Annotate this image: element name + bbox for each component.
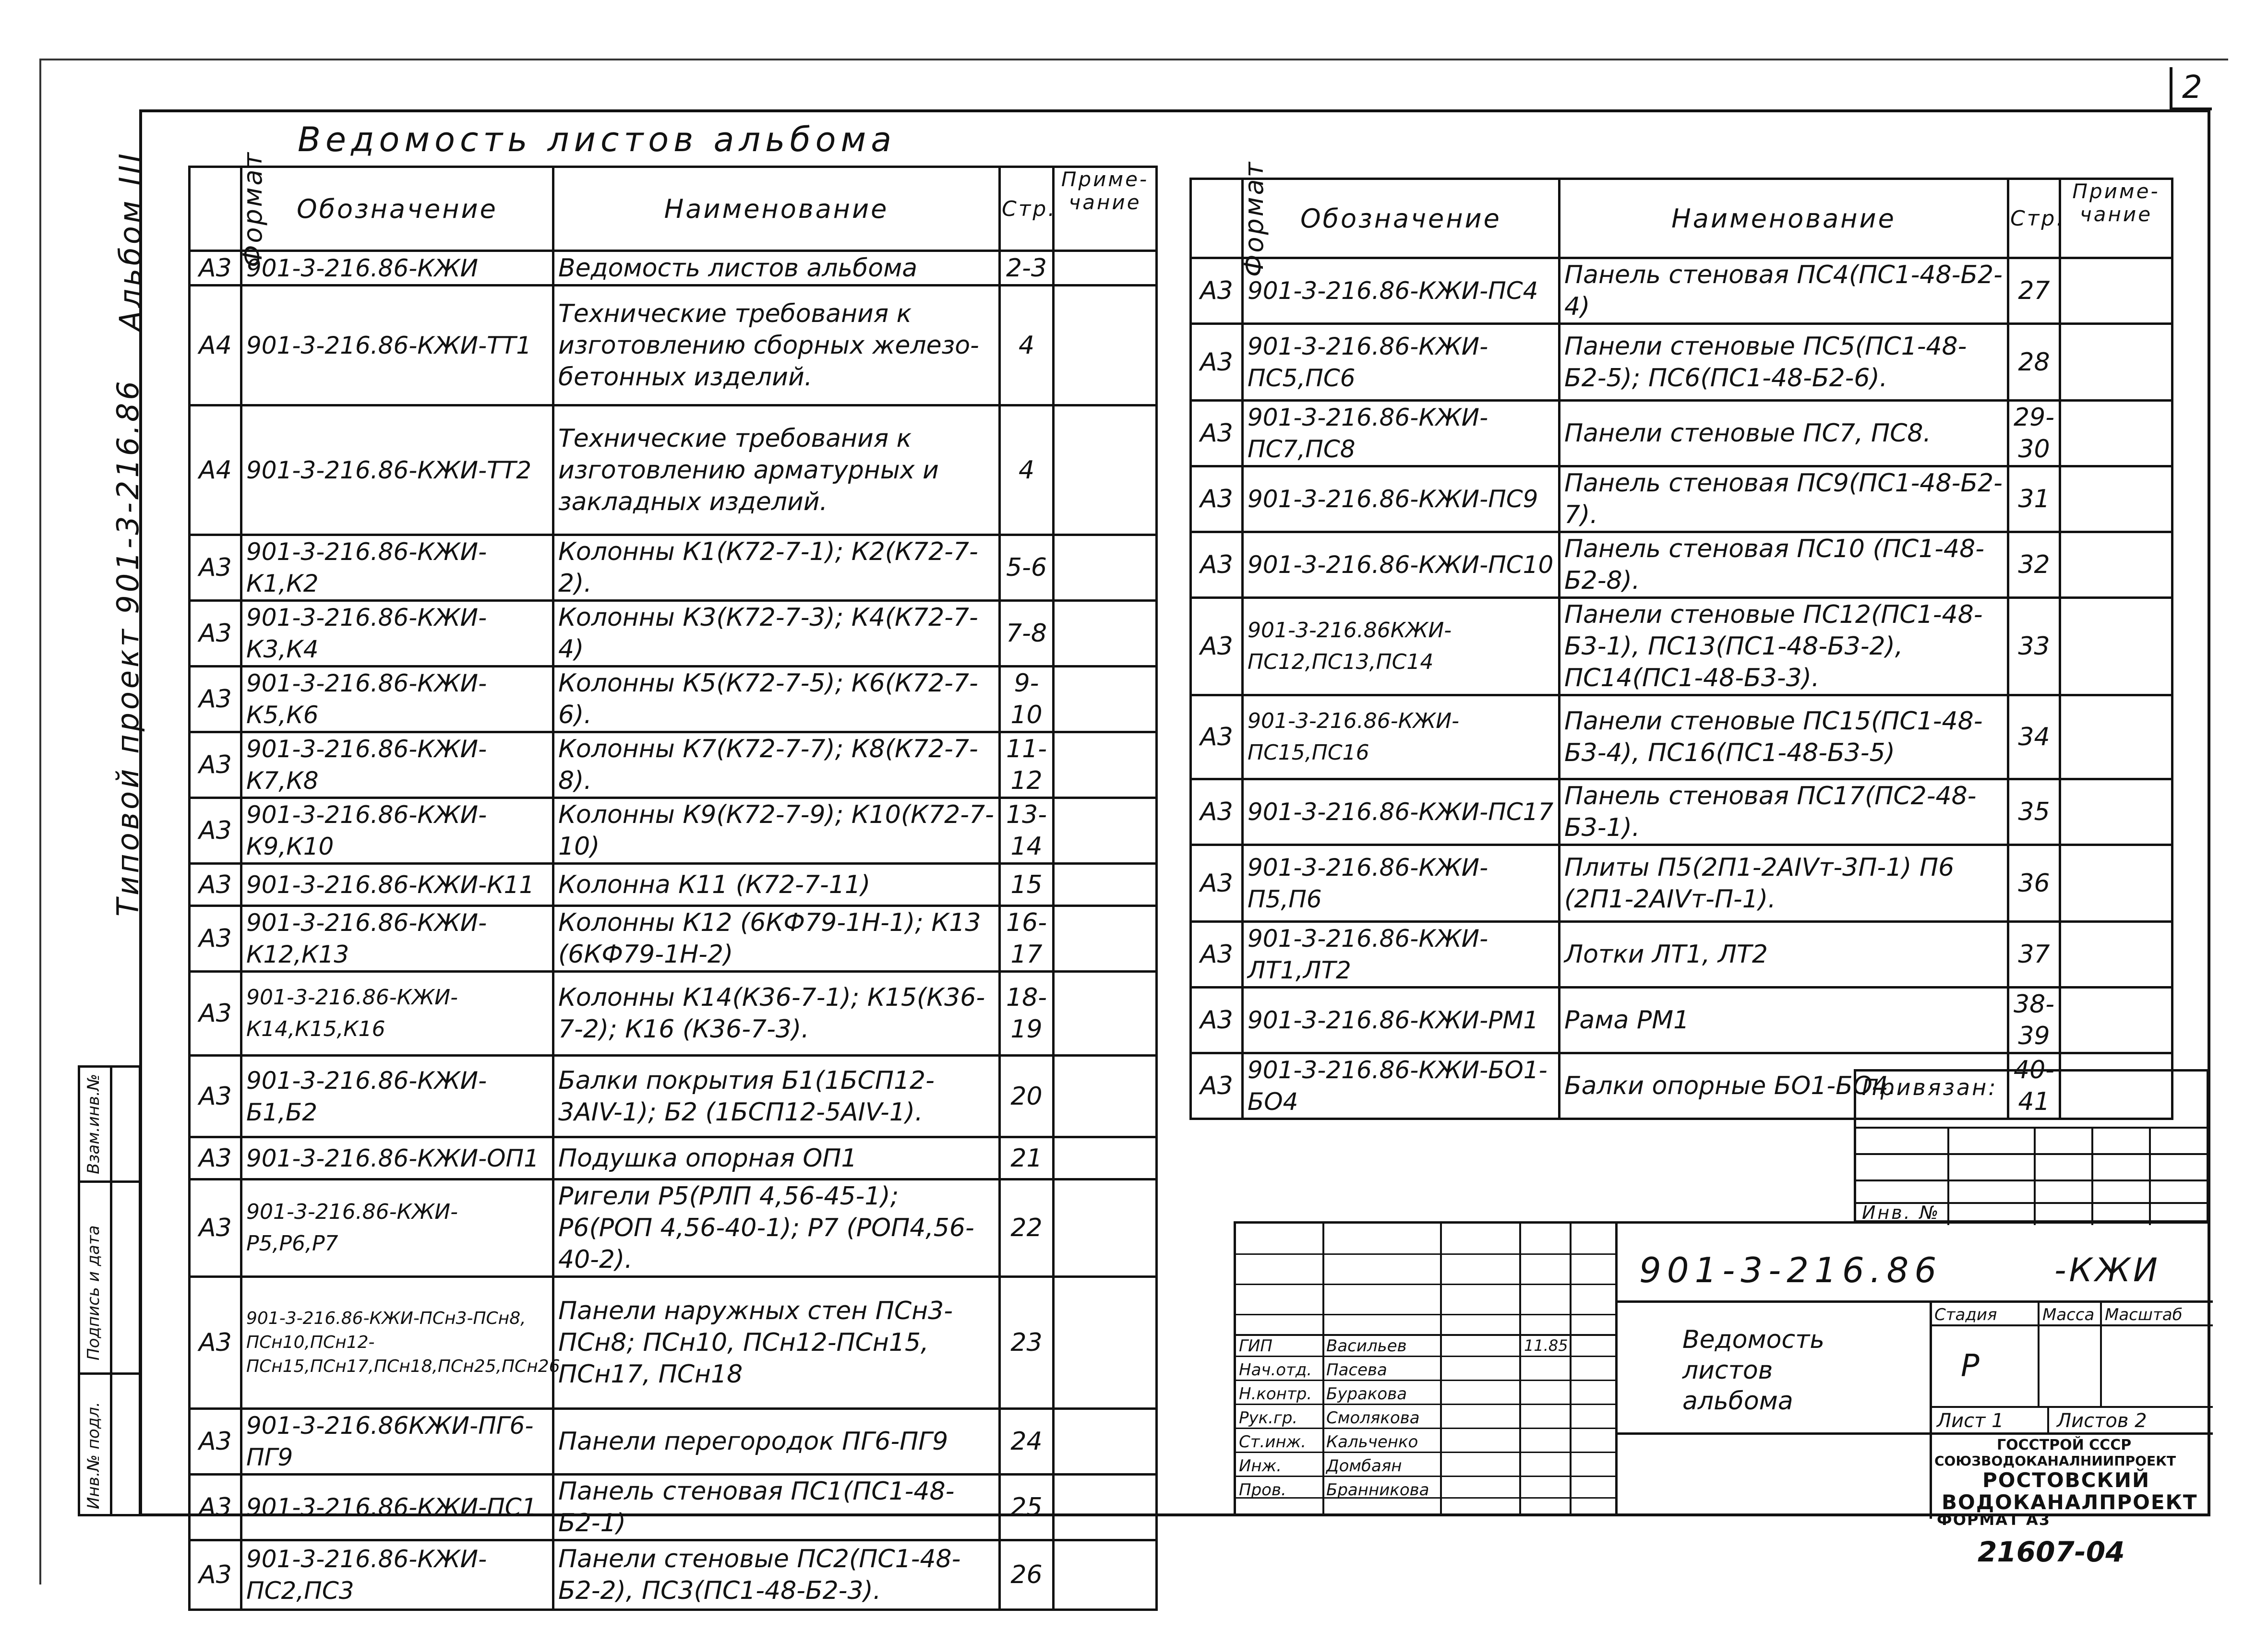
designation-cell: 901-3-216.86-КЖИ-ПС9 (1243, 466, 1560, 532)
page-cell: 11-12 (1000, 732, 1054, 798)
note-header: Приме-чание (1054, 167, 1157, 251)
name-cell: Панели стеновые ПС12(ПС1-48-Б3-1), ПС13(ПС1-48-Б3-2), ПС14(ПС1-48-Б3-3). (1560, 598, 2008, 695)
table-row (190, 1540, 1157, 1610)
page-cell: 4 (1000, 405, 1054, 535)
note-cell (1054, 667, 1157, 732)
role-label: Пров. (1239, 1480, 1286, 1500)
inv-no-label: Инв. № (1862, 1202, 1941, 1223)
page-cell: 36 (2008, 845, 2060, 922)
table-row (190, 906, 1157, 972)
format-cell: А3 (190, 251, 241, 286)
doc-code: 901-3-216.86 (1639, 1250, 1943, 1290)
role-label: Ст.инж. (1239, 1432, 1307, 1452)
designation-cell: 901-3-216.86-КЖИ-К14,К15,К16 (241, 972, 553, 1056)
name-cell: Колонны К12 (6КФ79-1Н-1); К13 (6КФ79-1Н-2) (553, 906, 1000, 972)
archive-code: 21607-04 (1978, 1536, 2125, 1568)
format-cell: А3 (190, 864, 241, 906)
name-cell: Технические требования к изготовлению арматурных и закладных изделий. (553, 405, 1000, 535)
table-row (190, 1277, 1157, 1409)
format-cell: А3 (190, 1179, 241, 1277)
name-cell: Колонна К11 (К72-7-11) (553, 864, 1000, 906)
page-cell: 37 (2008, 922, 2060, 988)
designation-cell: 901-3-216.86-КЖИ-ПС15,ПС16 (1243, 695, 1560, 779)
designation-cell: 901-3-216.86-КЖИ-ТТ2 (241, 405, 553, 535)
name-cell: Лотки ЛТ1, ЛТ2 (1560, 922, 2008, 988)
table-row (1191, 845, 2172, 922)
note-cell (1054, 1179, 1157, 1277)
page-cell: 13-14 (1000, 798, 1054, 864)
name-cell: Колонны К14(К36-7-1); К15(К36-7-2); К16 (К36-7-3). (553, 972, 1000, 1056)
designation-cell: 901-3-216.86-КЖИ-ПС4 (1243, 258, 1560, 324)
designation-cell: 901-3-216.86-КЖИ-П5,П6 (1243, 845, 1560, 922)
note-cell (1054, 906, 1157, 972)
role-label: Инж. (1239, 1456, 1282, 1476)
page-cell: 18-19 (1000, 972, 1054, 1056)
designation-header-right: Обозначение (1243, 179, 1560, 258)
page-cell: 33 (2008, 598, 2060, 695)
name-header-right: Наименование (1560, 179, 2008, 258)
note-cell (2060, 988, 2172, 1053)
org-line-4: ВОДОКАНАЛПРОЕКТ (1942, 1490, 2198, 1514)
designation-cell: 901-3-216.86-КЖИ-Б1,Б2 (241, 1056, 553, 1137)
note-cell (2060, 401, 2172, 466)
format-cell: А4 (190, 405, 241, 535)
page-cell: 28 (2008, 324, 2060, 401)
name-cell: Панели перегородок ПГ6-ПГ9 (553, 1409, 1000, 1475)
format-cell: А3 (1191, 598, 1243, 695)
designation-cell: 901-3-216.86-КЖИ (241, 251, 553, 286)
side-stamp (78, 1065, 141, 1516)
note-cell (1054, 601, 1157, 667)
page-cell: 2-3 (1000, 251, 1054, 286)
note-cell (1054, 1540, 1157, 1610)
designation-cell: 901-3-216.86-КЖИ-Р5,Р6,Р7 (241, 1179, 553, 1277)
designation-cell: 901-3-216.86-КЖИ-ТТ1 (241, 286, 553, 405)
format-cell: А3 (1191, 922, 1243, 988)
page-cell: 40-41 (2008, 1053, 2060, 1119)
table-row (190, 864, 1157, 906)
page-cell: 22 (1000, 1179, 1054, 1277)
designation-cell: 901-3-216.86-КЖИ-ПСн3-ПСн8, ПСн10,ПСн12-ПСн15,ПСн17,ПСн18,ПСн25,ПСн26 (241, 1277, 553, 1409)
note-cell (1054, 1475, 1157, 1540)
table-row (1191, 466, 2172, 532)
name-cell: Рама РМ1 (1560, 988, 2008, 1053)
name-cell: Панель стеновая ПС17(ПС2-48-Б3-1). (1560, 779, 2008, 845)
format-header: Формат (190, 167, 241, 251)
page-cell: 25 (1000, 1475, 1054, 1540)
vzam-inv-label: Взам.инв.№ (84, 1073, 103, 1174)
note-cell (2060, 695, 2172, 779)
table-row (1191, 779, 2172, 845)
table-row (190, 1179, 1157, 1277)
note-cell (1054, 864, 1157, 906)
format-cell: А3 (1191, 845, 1243, 922)
org-line-1: ГОССТРОЙ СССР (1997, 1437, 2132, 1453)
name-cell: Панель стеновая ПС1(ПС1-48-Б2-1) (553, 1475, 1000, 1540)
note-header-right: Приме-чание (2060, 179, 2172, 258)
designation-cell: 901-3-216.86-КЖИ-К1,К2 (241, 535, 553, 601)
format-header-right: Формат (1191, 179, 1243, 258)
name-cell: Технические требования к изготовлению сборных железо-бетонных изделий. (553, 286, 1000, 405)
format-cell: А4 (190, 286, 241, 405)
table-row (190, 732, 1157, 798)
note-cell (1054, 798, 1157, 864)
note-cell (2060, 845, 2172, 922)
table-row (190, 1137, 1157, 1179)
name-cell: Ригели Р5(РЛП 4,56-45-1); Р6(РОП 4,56-40-1); Р7 (РОП4,56-40-2). (553, 1179, 1000, 1277)
designation-cell: 901-3-216.86-КЖИ-ПС5,ПС6 (1243, 324, 1560, 401)
format-cell: А3 (190, 972, 241, 1056)
table-row (1191, 258, 2172, 324)
note-cell (2060, 779, 2172, 845)
sign-date: 11.85 (1524, 1336, 1568, 1355)
page-cell: 23 (1000, 1277, 1054, 1409)
format-cell: А3 (190, 667, 241, 732)
page-cell: 20 (1000, 1056, 1054, 1137)
designation-cell: 901-3-216.86-КЖИ-ПС17 (1243, 779, 1560, 845)
format-cell: А3 (190, 732, 241, 798)
stage-value: Р (1961, 1348, 1980, 1384)
name-cell: Колонны К9(К72-7-9); К10(К72-7-10) (553, 798, 1000, 864)
table-row (1191, 401, 2172, 466)
scale-label: Масштаб (2105, 1305, 2183, 1324)
signer-name: Васильев (1326, 1336, 1407, 1356)
name-cell: Ведомость листов альбома (553, 251, 1000, 286)
format-cell: А3 (190, 1475, 241, 1540)
album-label: Альбом III (113, 150, 148, 331)
format-label: ФОРМАТ А3 (1937, 1511, 2051, 1529)
note-cell (1054, 972, 1157, 1056)
left-register-table (188, 150, 1158, 1611)
name-cell: Панели стеновые ПС15(ПС1-48-Б3-4), ПС16(ПС1-48-Б3-5) (1560, 695, 2008, 779)
note-cell (1054, 251, 1157, 286)
table-row (1191, 532, 2172, 598)
format-cell: А3 (1191, 401, 1243, 466)
name-header: Наименование (553, 167, 1000, 251)
name-cell: Балки покрытия Б1(1БСП12-3АIV-1); Б2 (1БСП12-5АIV-1). (553, 1056, 1000, 1137)
table-row (190, 601, 1157, 667)
designation-cell: 901-3-216.86-КЖИ-К7,К8 (241, 732, 553, 798)
name-cell: Колонны К1(К72-7-1); К2(К72-7-2). (553, 535, 1000, 601)
role-label: Н.контр. (1239, 1384, 1312, 1404)
name-cell: Колонны К3(К72-7-3); К4(К72-7-4) (553, 601, 1000, 667)
format-cell: А3 (190, 798, 241, 864)
page-cell: 4 (1000, 286, 1054, 405)
signer-name: Кальченко (1326, 1432, 1418, 1452)
designation-cell: 901-3-216.86КЖИ-ПС12,ПС13,ПС14 (1243, 598, 1560, 695)
note-cell (2060, 532, 2172, 598)
signer-name: Бранникова (1326, 1480, 1429, 1500)
table-row (190, 667, 1157, 732)
role-label: Рук.гр. (1239, 1408, 1298, 1428)
name-cell: Панели стеновые ПС5(ПС1-48-Б2-5); ПС6(ПС1-48-Б2-6). (1560, 324, 2008, 401)
podpis-data-label: Подпись и дата (84, 1225, 103, 1360)
table-row (1191, 598, 2172, 695)
format-cell: А3 (190, 1277, 241, 1409)
role-label: ГИП (1239, 1336, 1272, 1356)
page-cell: 29-30 (2008, 401, 2060, 466)
name-cell: Колонны К5(К72-7-5); К6(К72-7-6). (553, 667, 1000, 732)
note-cell (1054, 1056, 1157, 1137)
table-row (190, 972, 1157, 1056)
signer-name: Домбаян (1326, 1456, 1402, 1476)
page-cell: 34 (2008, 695, 2060, 779)
format-cell: А3 (1191, 532, 1243, 598)
name-cell: Панели наружных стен ПСн3-ПСн8; ПСн10, ПСн12-ПСн15, ПСн17, ПСн18 (553, 1277, 1000, 1409)
note-cell (1054, 286, 1157, 405)
inv-podl-label: Инв.№ подл. (84, 1402, 103, 1509)
format-cell: А3 (190, 906, 241, 972)
role-label: Нач.отд. (1239, 1360, 1312, 1380)
table-row (190, 286, 1157, 405)
format-cell: А3 (1191, 466, 1243, 532)
format-cell: А3 (190, 1056, 241, 1137)
signer-name: Пасева (1326, 1360, 1387, 1380)
sheet-label: Лист 1 (1937, 1410, 2004, 1432)
name-cell: Панель стеновая ПС10 (ПС1-48-Б2-8). (1560, 532, 2008, 598)
format-cell: А3 (1191, 324, 1243, 401)
page-cell: 26 (1000, 1540, 1054, 1610)
org-line-2: СОЮЗВОДОКАНАЛНИИПРОЕКТ (1934, 1453, 2176, 1469)
name-cell: Панели стеновые ПС2(ПС1-48-Б2-2), ПС3(ПС1-48-Б2-3). (553, 1540, 1000, 1610)
name-cell: Балки опорные БО1-БО4. (1560, 1053, 2008, 1119)
page-header: Стр. (1000, 167, 1054, 251)
note-cell (2060, 922, 2172, 988)
note-cell (1054, 1409, 1157, 1475)
designation-cell: 901-3-216.86-КЖИ-К12,К13 (241, 906, 553, 972)
format-cell: А3 (190, 535, 241, 601)
format-cell: А3 (190, 1540, 241, 1610)
designation-cell: 901-3-216.86-КЖИ-ПС2,ПС3 (241, 1540, 553, 1610)
table-row (190, 405, 1157, 535)
page-cell: 21 (1000, 1137, 1054, 1179)
designation-cell: 901-3-216.86-КЖИ-РМ1 (1243, 988, 1560, 1053)
privyazan-label: Привязан: (1862, 1074, 1998, 1100)
signer-name: Буракова (1326, 1384, 1407, 1404)
sheets-label: Листов 2 (2057, 1410, 2147, 1432)
designation-cell: 901-3-216.86-КЖИ-ОП1 (241, 1137, 553, 1179)
table-row (190, 1056, 1157, 1137)
designation-cell: 901-3-216.86-КЖИ-К5,К6 (241, 667, 553, 732)
project-label: Типовой проект 901-3-216.86 (110, 378, 145, 917)
table-row (1191, 988, 2172, 1053)
note-cell (2060, 324, 2172, 401)
designation-cell: 901-3-216.86-КЖИ-ПС10 (1243, 532, 1560, 598)
name-cell: Плиты П5(2П1-2АIVт-3П-1) П6 (2П1-2АIVт-П-1). (1560, 845, 2008, 922)
signer-name: Смолякова (1326, 1408, 1420, 1428)
page-cell: 27 (2008, 258, 2060, 324)
format-cell: А3 (190, 1137, 241, 1179)
designation-cell: 901-3-216.86-КЖИ-К9,К10 (241, 798, 553, 864)
designation-header: Обозначение (241, 167, 553, 251)
note-cell (1054, 732, 1157, 798)
page-cell: 7-8 (1000, 601, 1054, 667)
page-cell: 38-39 (2008, 988, 2060, 1053)
table-row (190, 1409, 1157, 1475)
table-row (190, 798, 1157, 864)
note-cell (1054, 405, 1157, 535)
page-cell: 16-17 (1000, 906, 1054, 972)
designation-cell: 901-3-216.86-КЖИ-К11 (241, 864, 553, 906)
title-block (1234, 1221, 2210, 1516)
table-row (1191, 922, 2172, 988)
format-cell: А3 (190, 1409, 241, 1475)
doc-suffix: -КЖИ (2054, 1251, 2160, 1289)
org-line-3: РОСТОВСКИЙ (1982, 1468, 2150, 1492)
name-cell: Подушка опорная ОП1 (553, 1137, 1000, 1179)
format-cell: А3 (1191, 258, 1243, 324)
sheet-number: 2 (2170, 67, 2212, 110)
note-cell (2060, 598, 2172, 695)
designation-cell: 901-3-216.86КЖИ-ПГ6-ПГ9 (241, 1409, 553, 1475)
page-cell: 5-6 (1000, 535, 1054, 601)
table-row (190, 535, 1157, 601)
mass-label: Масса (2042, 1305, 2095, 1324)
designation-cell: 901-3-216.86-КЖИ-ПС1 (241, 1475, 553, 1540)
format-cell: А3 (190, 601, 241, 667)
format-cell: А3 (1191, 779, 1243, 845)
table-row (190, 1475, 1157, 1540)
format-cell: А3 (1191, 988, 1243, 1053)
note-cell (1054, 535, 1157, 601)
page-cell: 32 (2008, 532, 2060, 598)
note-cell (1054, 1277, 1157, 1409)
designation-cell: 901-3-216.86-КЖИ-ЛТ1,ЛТ2 (1243, 922, 1560, 988)
note-cell (1054, 1137, 1157, 1179)
name-cell: Панель стеновая ПС9(ПС1-48-Б2-7). (1560, 466, 2008, 532)
format-cell: А3 (1191, 695, 1243, 779)
designation-cell: 901-3-216.86-КЖИ-БО1-БО4 (1243, 1053, 1560, 1119)
page-cell: 31 (2008, 466, 2060, 532)
page-cell: 9-10 (1000, 667, 1054, 732)
page-title: Ведомость листов альбома (298, 120, 897, 159)
page-header-right: Стр. (2008, 179, 2060, 258)
note-cell (2060, 466, 2172, 532)
stage-label: Стадия (1934, 1305, 1997, 1324)
format-cell: А3 (1191, 1053, 1243, 1119)
name-cell: Колонны К7(К72-7-7); К8(К72-7-8). (553, 732, 1000, 798)
page-cell: 35 (2008, 779, 2060, 845)
designation-cell: 901-3-216.86-КЖИ-ПС7,ПС8 (1243, 401, 1560, 466)
name-cell: Панели стеновые ПС7, ПС8. (1560, 401, 2008, 466)
name-cell: Панель стеновая ПС4(ПС1-48-Б2-4) (1560, 258, 2008, 324)
table-row (1191, 695, 2172, 779)
privyazan-block (1854, 1069, 2209, 1223)
table-row (190, 251, 1157, 286)
table-row (1191, 324, 2172, 401)
designation-cell: 901-3-216.86-КЖИ-К3,К4 (241, 601, 553, 667)
doc-name: Ведомость листов альбома (1682, 1325, 1825, 1416)
page-cell: 15 (1000, 864, 1054, 906)
page-cell: 24 (1000, 1409, 1054, 1475)
right-register-table (1189, 160, 2173, 1120)
note-cell (2060, 258, 2172, 324)
